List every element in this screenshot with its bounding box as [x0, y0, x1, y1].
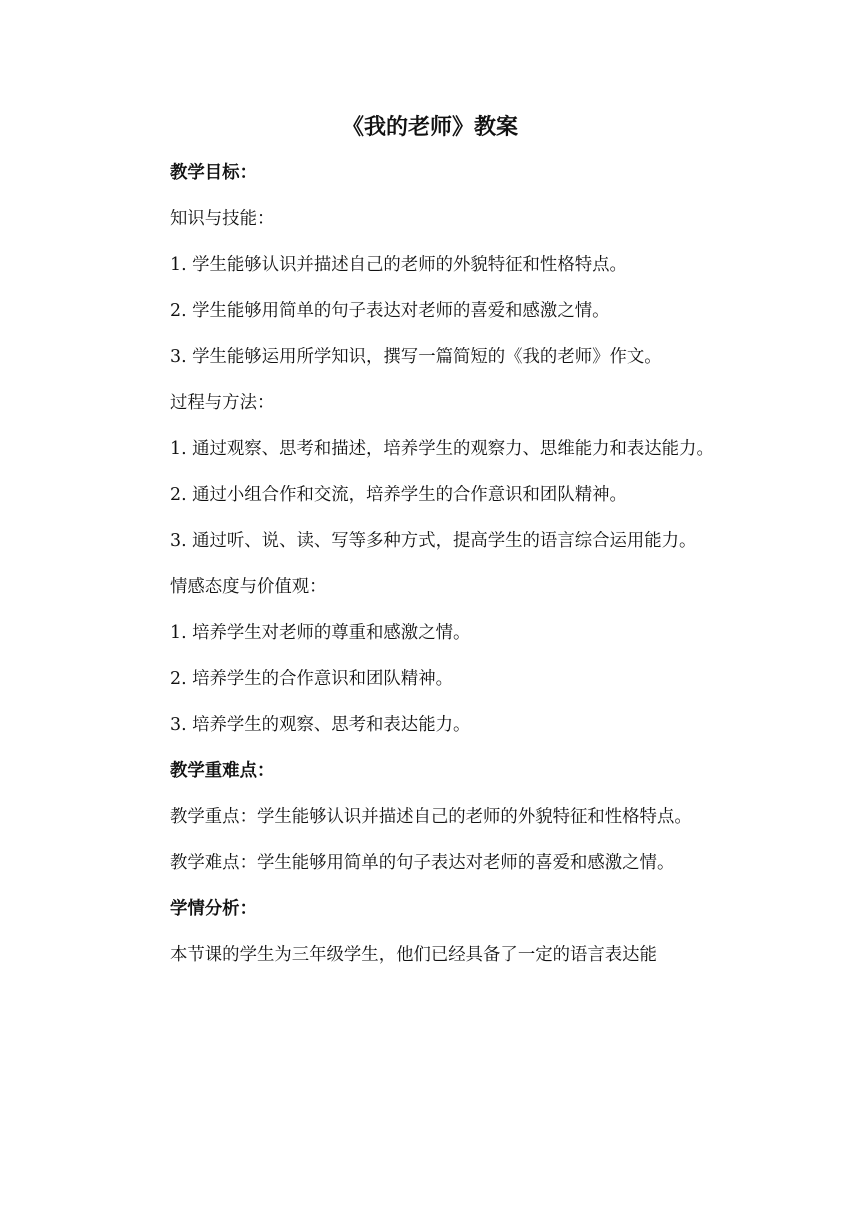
paragraph: 3. 学生能够运用所学知识，撰写一篇简短的《我的老师》作文。 [170, 347, 662, 367]
paragraph: 3. 培养学生的观察、思考和表达能力。 [170, 715, 471, 735]
heading-key-difficult-points: 教学重难点： [170, 761, 275, 781]
document-title: 《我的老师》教案 [341, 115, 518, 140]
paragraph: 2. 通过小组合作和交流，培养学生的合作意识和团队精神。 [170, 485, 627, 505]
paragraph: 1. 培养学生对老师的尊重和感激之情。 [170, 623, 471, 643]
paragraph: 过程与方法： [170, 393, 275, 413]
paragraph: 教学难点：学生能够用简单的句子表达对老师的喜爱和感激之情。 [170, 853, 675, 873]
heading-teaching-goals: 教学目标： [170, 163, 257, 183]
paragraph: 情感态度与价值观： [170, 577, 327, 597]
document-body [130, 155, 730, 983]
paragraph: 1. 学生能够认识并描述自己的老师的外貌特征和性格特点。 [170, 255, 627, 275]
paragraph: 知识与技能： [170, 209, 275, 229]
heading-student-analysis: 学情分析： [170, 899, 257, 919]
paragraph: 3. 通过听、说、读、写等多种方式，提高学生的语言综合运用能力。 [170, 531, 697, 551]
paragraph: 2. 培养学生的合作意识和团队精神。 [170, 669, 453, 689]
paragraph: 1. 通过观察、思考和描述，培养学生的观察力、思维能力和表达能力。 [170, 439, 714, 459]
paragraph: 教学重点：学生能够认识并描述自己的老师的外貌特征和性格特点。 [170, 807, 692, 827]
paragraph: 本节课的学生为三年级学生，他们已经具备了一定的语言表达能 [170, 945, 657, 965]
paragraph: 2. 学生能够用简单的句子表达对老师的喜爱和感激之情。 [170, 301, 610, 321]
